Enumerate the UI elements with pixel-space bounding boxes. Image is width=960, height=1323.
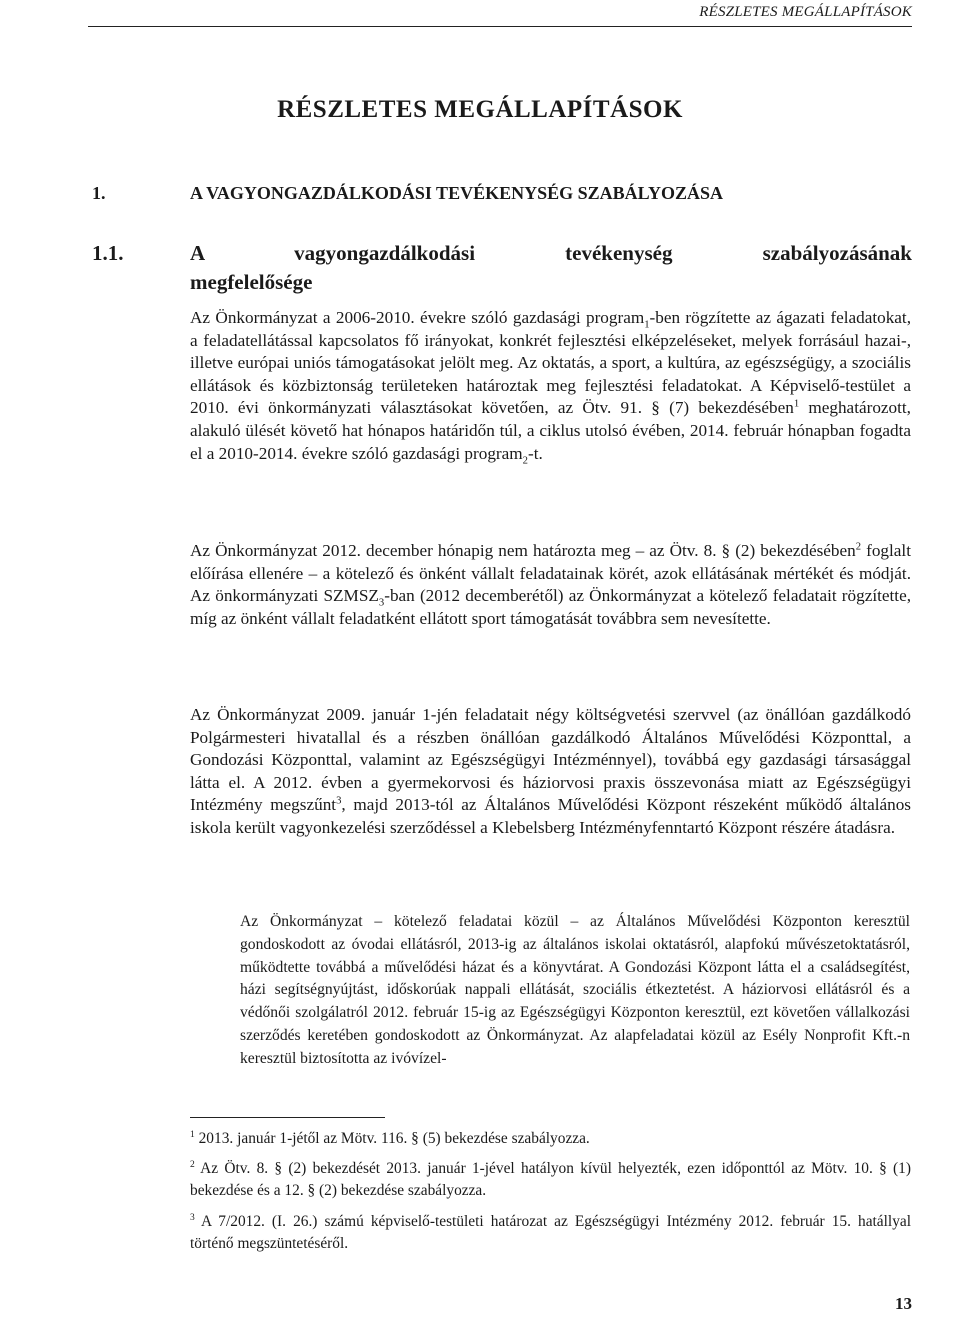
footnote-3	[190, 1211, 911, 1255]
footnote-1	[190, 1128, 911, 1150]
subscript: 1	[644, 319, 650, 331]
indented-block: Az Önkormányzat – kötelező feladatai közül – az Általános Művelődési Központon keresztül gondoskodott az óvodai ellátásról, 2013-ig az általános iskolai oktatásról, alapfokú művészetoktatásról, működtette továbbá a művelődési házat és a könyvtárat. A Gondozási Központ látta el a családsegítést, házi segítségnyújtást, időskorúak nappali ellátását, szociális étkeztetést. A háziorvosi ellátásról és a védőnői szolgálatról 2012. február 15-ig az Egészségügyi Központon keresztül, ezt követően vállalkozási szerződés keretében gondoskodott az Önkormányzat. Az alapfeladatai közül az Esély Nonprofit Kft.-n keresztül biztosította az ivóvízel-	[240, 913, 910, 1067]
footnote-mark: 2	[190, 1158, 195, 1170]
text-span: -ben rögzítette az ágazati feladatokat, a feladatellátással kapcsolatos fő irányokat, konkrét fejlesztési elképzeléseket, melyek forrásául hazai-, illetve európai uniós támogatásokat jelölt meg. Az oktatás, a sport, a kultúra, az egészségügy, a szociális ellátások és közbiztonság területeken határoztak meg fejlesztési feladatokat. A Képviselő-testület a 2010. évi önkormányzati választásokat követően, az Ötv. 91. § (7) bekezdésében	[190, 308, 911, 418]
header-rule	[88, 26, 912, 27]
footnote-ref: 3	[336, 795, 342, 807]
page-title: RÉSZLETES MEGÁLLAPÍTÁSOK	[277, 96, 683, 123]
footnote-2	[190, 1158, 911, 1202]
subsection-number: 1.1.	[92, 241, 124, 265]
footnote-ref: 1	[793, 398, 800, 410]
text-span: -t.	[527, 443, 543, 463]
page-number: 13	[895, 1294, 912, 1313]
text-span: foglalt előírása ellenére – a kötelező és önként vállalt feladatainak körét, azok ellátásának mértékét és módját. Az önkormányzati SZMSZ	[190, 541, 911, 606]
section-title: A VAGYONGAZDÁLKODÁSI TEVÉKENYSÉG SZABÁLYOZÁSA	[190, 183, 723, 203]
paragraph-2	[190, 540, 911, 630]
footnote-text: A 7/2012. (I. 26.) számú képviselő-testületi határozat az Egészségügyi Intézmény 2012. február 15. hatállyal történő megszüntetéséről.	[190, 1213, 911, 1252]
subscript: 3	[378, 597, 385, 609]
text-span: , majd 2013-tól az Általános Művelődési Központ részeként működő általános iskola került vagyonkezelési szerződéssel a Klebelsberg Intézményfenntartó Központ részére átadásra.	[190, 795, 911, 837]
footnote-mark: 1	[190, 1128, 195, 1140]
text-span: Az Önkormányzat 2012. december hónapig nem határozta meg – az Ötv. 8. § (2) bekezdésében	[190, 541, 856, 560]
subsection-title-line1: A vagyongazdálkodási tevékenység szabályozásának	[190, 241, 912, 265]
footnote-text: Az Ötv. 8. § (2) bekezdését 2013. január 1-jével hatályon kívül helyezték, ezen időponttól az Mötv. 10. § (1) bekezdése és a 12. § (2) bekezdése szabályozza.	[190, 1160, 911, 1199]
footnote-separator	[190, 1117, 385, 1118]
text-span: meghatározott, alakuló ülését követő hat hónapos határidőn túl, a ciklus utolsó évében, 2014. február hónapban fogadta el a 2010-2014. évekre szóló gazdasági program	[190, 398, 911, 463]
text-span: Az Önkormányzat 2009. január 1-jén feladatait négy költségvetési szervvel (az önállóan gazdálkodó Polgármesteri hivatallal és a részben önállóan gazdálkodó Általános Művelődési Központtal, a Gondozási Központtal, valamint az Egészségügyi Intézménnyel), továbbá egy gazdasági társasággal látta el. A 2012. évben a gyermekorvosi és háziorvosi praxis összevonása miatt az Egészségügyi Intézmény megszűnt	[190, 705, 911, 815]
subsection-title-line2: megfelelősége	[190, 270, 313, 294]
footnote-mark: 3	[190, 1211, 195, 1223]
text-span: Az Önkormányzat a 2006-2010. évekre szóló gazdasági program	[190, 308, 645, 327]
section-number: 1.	[92, 183, 106, 203]
footnote-text: 2013. január 1-jétől az Mötv. 116. § (5) bekezdése szabályozza.	[194, 1130, 590, 1147]
running-header: RÉSZLETES MEGÁLLAPÍTÁSOK	[699, 4, 912, 20]
paragraph-1	[190, 307, 911, 465]
footnote-ref: 2	[855, 541, 862, 553]
text-span: -ban (2012 decemberétől) az Önkormányzat a kötelező feladatait rögzítette, míg az önként vállalt feladatként ellátott sport támogatását továbbra sem nevesítette.	[190, 586, 912, 628]
subscript: 2	[522, 455, 528, 466]
paragraph-3	[190, 704, 911, 840]
section-heading-1	[92, 183, 723, 204]
